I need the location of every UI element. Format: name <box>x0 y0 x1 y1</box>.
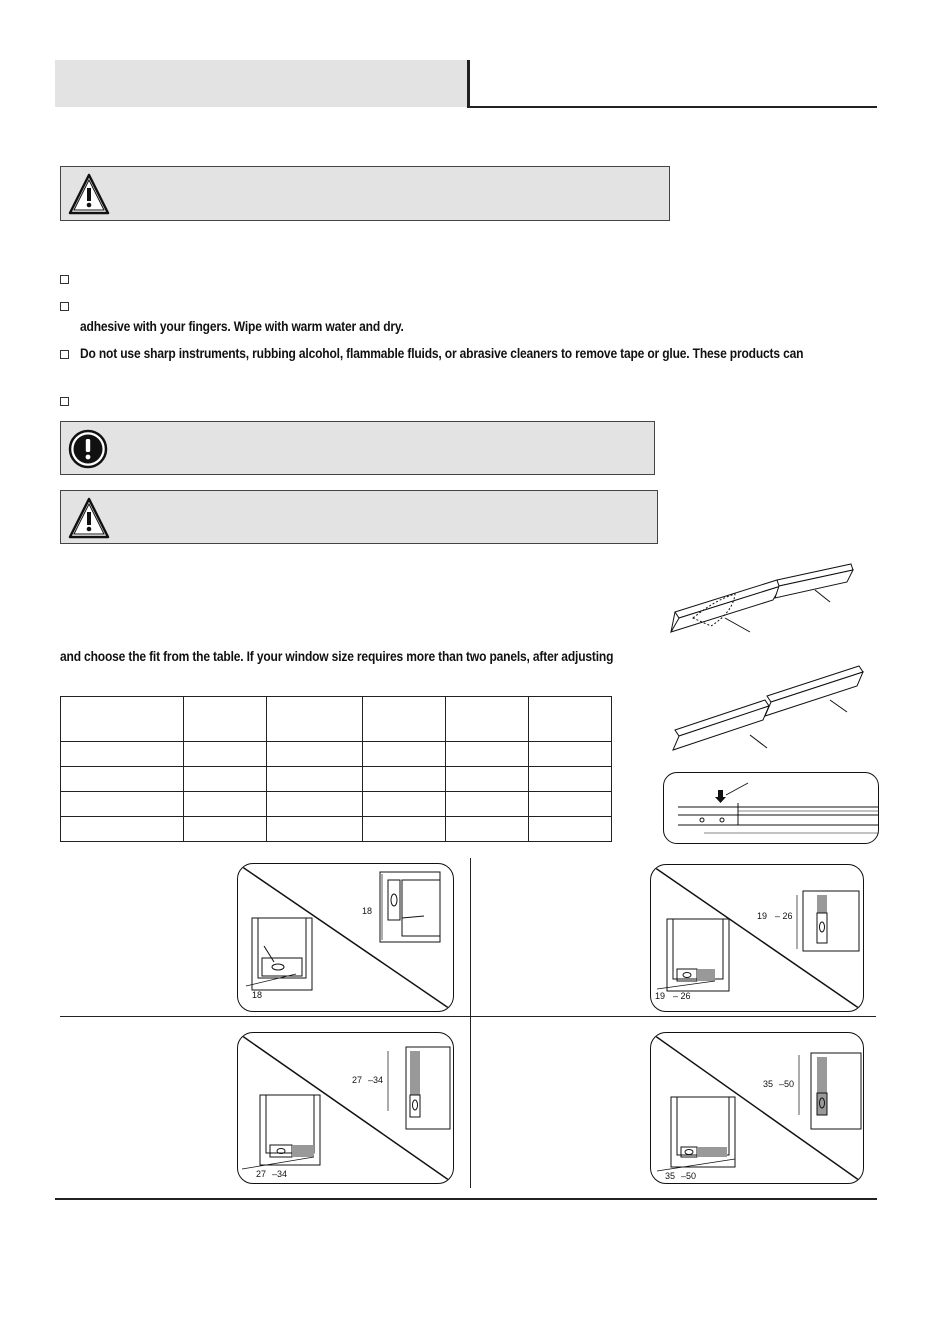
warning-triangle-icon <box>67 495 111 541</box>
bullet-2-text: adhesive with your fingers. Wipe with warm water and dry. <box>80 318 404 334</box>
section-header-tab <box>55 60 470 107</box>
fig-d-dim-bottom-a: 35 <box>665 1171 676 1181</box>
window-fit-figure-b <box>650 864 864 1012</box>
fig-b-dim-top-a: 19 <box>757 911 768 921</box>
figure-column-divider <box>470 858 471 1188</box>
footer-rule <box>55 1198 877 1200</box>
fig-c-dim-bottom-b: –34 <box>272 1169 288 1179</box>
panel-with-vent-hole <box>671 580 781 632</box>
fig-c-dim-bottom-a: 27 <box>256 1169 267 1179</box>
important-notice <box>60 421 655 475</box>
fig-d-dim-top-b: –50 <box>779 1079 795 1089</box>
long-panel-right <box>765 666 863 716</box>
window-fit-figure-d <box>650 1032 864 1184</box>
warning-notice-2 <box>60 490 658 544</box>
long-panel-left <box>673 700 769 750</box>
exclamation-circle-icon <box>67 426 111 472</box>
table-row <box>61 742 612 767</box>
fig-b-dim-top-b: – 26 <box>775 911 793 921</box>
window-fit-figure-a <box>237 863 454 1012</box>
fig-b-dim-bottom-a: 19 <box>655 991 666 1001</box>
fig-c-dim-top-b: –34 <box>368 1075 384 1085</box>
fig-a-dim-label: 18 <box>362 906 373 916</box>
table-row <box>61 792 612 817</box>
bullet-1 <box>60 275 69 284</box>
fig-d-dim-top-a: 35 <box>763 1079 774 1089</box>
small-panel <box>775 564 853 602</box>
body-text-line: and choose the fit from the table. If your window size requires more than two panels, after adjusting <box>60 648 614 664</box>
window-fit-figure-c <box>237 1032 454 1184</box>
panel-joint-detail-callout <box>663 772 879 844</box>
fig-d-dim-bottom-b: –50 <box>681 1171 697 1181</box>
fig-c-dim-top-a: 27 <box>352 1075 363 1085</box>
header-rule <box>467 106 877 108</box>
bullet-2 <box>60 302 69 311</box>
warning-notice-1 <box>60 166 670 221</box>
bullet-3 <box>60 350 69 359</box>
bullet-4 <box>60 397 69 406</box>
fig-a-dim-bottom-label: 18 <box>252 990 263 1000</box>
figure-row-divider <box>60 1016 876 1017</box>
table-row <box>61 817 612 842</box>
table-header-row <box>61 697 612 742</box>
window-fit-table <box>60 696 612 842</box>
bullet-3-text: Do not use sharp instruments, rubbing alcohol, flammable fluids, or abrasive cleaners to remove tape or glue. These products can <box>80 345 804 361</box>
table-row <box>61 767 612 792</box>
fig-b-dim-bottom-b: – 26 <box>673 991 691 1001</box>
warning-triangle-icon <box>67 171 111 217</box>
